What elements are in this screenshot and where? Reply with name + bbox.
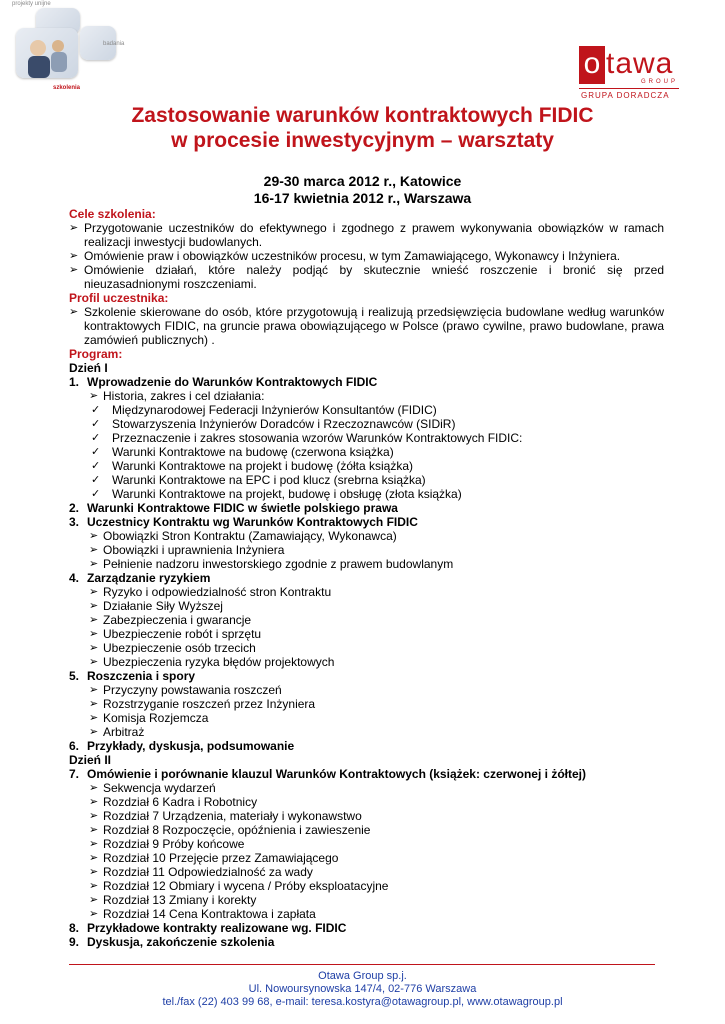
program-point-3: 3. Uczestnicy Kontraktu wg Warunków Kontraktowych FIDIC — [69, 515, 418, 529]
checkmark-icon: ✓ — [91, 446, 101, 458]
collage-photo — [16, 28, 78, 78]
arrow-bullet-icon: ➢ — [89, 698, 99, 710]
arrow-bullet-icon: ➢ — [89, 614, 99, 626]
checkmark-icon: ✓ — [91, 418, 101, 430]
collage-tag-projects: projekty unijne — [12, 1, 51, 7]
section-heading-profile: Profil uczestnika: — [69, 291, 169, 305]
sub-item: ➢ Ubezpieczenia ryzyka błędów projektowych — [89, 655, 335, 669]
checkmark-icon: ✓ — [91, 404, 101, 416]
arrow-bullet-icon: ➢ — [69, 250, 79, 262]
people-photo-icon — [16, 28, 78, 78]
sub-item: ➢ Zabezpieczenia i gwarancje — [89, 613, 252, 627]
page-title — [0, 103, 725, 153]
arrow-bullet-icon: ➢ — [89, 684, 99, 696]
arrow-bullet-icon: ➢ — [89, 656, 99, 668]
arrow-bullet-icon: ➢ — [89, 852, 99, 864]
page-header — [0, 0, 725, 100]
arrow-bullet-icon: ➢ — [69, 264, 79, 276]
section-heading-program: Program: — [69, 347, 123, 361]
collage-tag-research: badania — [103, 41, 125, 47]
date-katowice: 29-30 marca 2012 r., Katowice — [263, 173, 462, 189]
arrow-bullet-icon: ➢ — [89, 908, 99, 920]
sub-item: ➢ Rozdział 6 Kadra i Robotnicy — [89, 795, 258, 809]
program-point-5: 5. Roszczenia i spory — [69, 669, 196, 683]
sub-item: ➢ Ryzyko i odpowiedzialność stron Kontraktu — [89, 585, 332, 599]
logo-divider — [579, 88, 679, 89]
arrow-bullet-icon: ➢ — [89, 726, 99, 738]
check-item: ✓ Warunki Kontraktowe na projekt, budowę i obsługę (złota książka) — [91, 487, 462, 501]
program-point-8: 8. Przykładowe kontrakty realizowane wg. FIDIC — [69, 921, 347, 935]
check-item: ✓ Warunki Kontraktowe na budowę (czerwona książka) — [91, 445, 394, 459]
checkmark-icon: ✓ — [91, 474, 101, 486]
title-line-1: Zastosowanie warunków kontraktowych FIDIC — [131, 104, 594, 127]
arrow-bullet-icon: ➢ — [89, 642, 99, 654]
sub-item: ➢ Historia, zakres i cel działania: — [89, 389, 265, 403]
checkmark-icon: ✓ — [91, 432, 101, 444]
sub-item: ➢ Rozdział 11 Odpowiedzialność za wady — [89, 865, 313, 879]
checkmark-icon: ✓ — [91, 460, 101, 472]
day-one-label: Dzień I — [69, 361, 108, 375]
arrow-bullet-icon: ➢ — [89, 880, 99, 892]
arrow-bullet-icon: ➢ — [89, 586, 99, 598]
otawa-group-logo — [579, 42, 679, 102]
arrow-bullet-icon: ➢ — [89, 712, 99, 724]
day-two-label: Dzień II — [69, 753, 112, 767]
check-item: ✓ Warunki Kontraktowe na projekt i budowę (żółta książka) — [91, 459, 414, 473]
arrow-bullet-icon: ➢ — [89, 600, 99, 612]
arrow-bullet-icon: ➢ — [89, 782, 99, 794]
sub-item: ➢ Pełnienie nadzoru inwestorskiego zgodnie z prawem budowlanym — [89, 557, 454, 571]
program-point-1: 1. Wprowadzenie do Warunków Kontraktowych FIDIC — [69, 375, 378, 389]
logo-sub: GROUP — [641, 79, 679, 85]
program-point-6: 6. Przykłady, dyskusja, podsumowanie — [69, 739, 295, 753]
check-item: ✓ Stowarzyszenia Inżynierów Doradców i Rzeczoznawców (SIDiR) — [91, 417, 456, 431]
arrow-bullet-icon: ➢ — [89, 530, 99, 542]
arrow-bullet-icon: ➢ — [89, 866, 99, 878]
footer-company: Otawa Group sp.j. — [318, 970, 407, 982]
profile-item: ➢ Szkolenie skierowane do osób, które przygotowują i realizują przedsięwzięcia budowlane według warunków kontraktowych FIDIC, na gruncie prawa obowiązującego w Polsce (prawo cywilne, prawo budowlane, prawa zamówień publicznych) . — [69, 305, 664, 347]
sub-item: ➢ Obowiązki Stron Kontraktu (Zamawiający, Wykonawca) — [89, 529, 397, 543]
arrow-bullet-icon: ➢ — [89, 558, 99, 570]
program-point-2: 2. Warunki Kontraktowe FIDIC w świetle polskiego prawa — [69, 501, 398, 515]
sub-item: ➢ Działanie Siły Wyższej — [89, 599, 223, 613]
event-dates — [0, 173, 725, 207]
arrow-bullet-icon: ➢ — [89, 810, 99, 822]
program-point-9: 9. Dyskusja, zakończenie szkolenia — [69, 935, 275, 949]
training-collage-image — [8, 0, 148, 100]
sub-item: ➢ Ubezpieczenie robót i sprzętu — [89, 627, 262, 641]
sub-item: ➢ Ubezpieczenie osób trzecich — [89, 641, 256, 655]
checkmark-icon: ✓ — [91, 488, 101, 500]
sub-item: ➢ Rozdział 12 Obmiary i wycena / Próby eksploatacyjne — [89, 879, 389, 893]
check-item: ✓ Międzynarodowej Federacji Inżynierów Konsultantów (FIDIC) — [91, 403, 437, 417]
arrow-bullet-icon: ➢ — [89, 390, 99, 402]
document-body — [69, 207, 664, 949]
collage-tag-trainings: szkolenia — [53, 85, 81, 91]
page-footer — [0, 970, 725, 1009]
sub-item: ➢ Sekwencja wydarzeń — [89, 781, 216, 795]
sub-item: ➢ Rozdział 7 Urządzenia, materiały i wykonawstwo — [89, 809, 362, 823]
goal-item: ➢ Przygotowanie uczestników do efektywnego i zgodnego z prawem wykonywania obowiązków w ramach realizacji inwestycji budowlanych. — [69, 221, 664, 249]
arrow-bullet-icon: ➢ — [89, 628, 99, 640]
arrow-bullet-icon: ➢ — [89, 544, 99, 556]
sub-item: ➢ Arbitraż — [89, 725, 145, 739]
footer-divider — [69, 964, 655, 965]
sub-item: ➢ Rozdział 10 Przejęcie przez Zamawiającego — [89, 851, 339, 865]
logo-letter-box: o — [579, 46, 605, 84]
program-point-4: 4. Zarządzanie ryzykiem — [69, 571, 211, 585]
sub-item: ➢ Rozdział 8 Rozpoczęcie, opóźnienia i zawieszenie — [89, 823, 371, 837]
arrow-bullet-icon: ➢ — [89, 824, 99, 836]
check-item: ✓ Przeznaczenie i zakres stosowania wzorów Warunków Kontraktowych FIDIC: — [91, 431, 523, 445]
goal-item: ➢ Omówienie działań, które należy podjąć by skutecznie wnieść roszczenie i bronić się przed nieuzasadnionymi roszczeniami. — [69, 263, 664, 291]
check-item: ✓ Warunki Kontraktowe na EPC i pod klucz (srebrna książka) — [91, 473, 426, 487]
sub-item: ➢ Rozstrzyganie roszczeń przez Inżyniera — [89, 697, 316, 711]
sub-item: ➢ Obowiązki i uprawnienia Inżyniera — [89, 543, 285, 557]
arrow-bullet-icon: ➢ — [89, 796, 99, 808]
sub-item: ➢ Komisja Rozjemcza — [89, 711, 209, 725]
program-point-7: 7. Omówienie i porównanie klauzul Warunków Kontraktowych (książek: czerwonej i żółtej) — [69, 767, 586, 781]
sub-item: ➢ Rozdział 9 Próby końcowe — [89, 837, 245, 851]
footer-contact: tel./fax (22) 403 99 68, e-mail: teresa.kostyra@otawagroup.pl, www.otawagroup.pl — [162, 996, 563, 1008]
goal-item: ➢ Omówienie praw i obowiązków uczestników procesu, w tym Zamawiającego, Wykonawcy i Inżyniera. — [69, 249, 621, 263]
date-warszawa: 16-17 kwietnia 2012 r., Warszawa — [253, 190, 472, 206]
arrow-bullet-icon: ➢ — [89, 894, 99, 906]
logo-tagline: GRUPA DORADCZA — [581, 91, 670, 100]
logo-word: tawa — [606, 47, 674, 80]
sub-item: ➢ Rozdział 14 Cena Kontraktowa i zapłata — [89, 907, 316, 921]
arrow-bullet-icon: ➢ — [89, 838, 99, 850]
footer-address: Ul. Nowoursynowska 147/4, 02-776 Warszawa — [248, 983, 477, 995]
sub-item: ➢ Przyczyny powstawania roszczeń — [89, 683, 282, 697]
sub-item: ➢ Rozdział 13 Zmiany i korekty — [89, 893, 257, 907]
arrow-bullet-icon: ➢ — [69, 222, 79, 234]
section-heading-goals: Cele szkolenia: — [69, 207, 156, 221]
title-line-2: w procesie inwestycyjnym – warsztaty — [171, 129, 554, 152]
arrow-bullet-icon: ➢ — [69, 306, 79, 318]
